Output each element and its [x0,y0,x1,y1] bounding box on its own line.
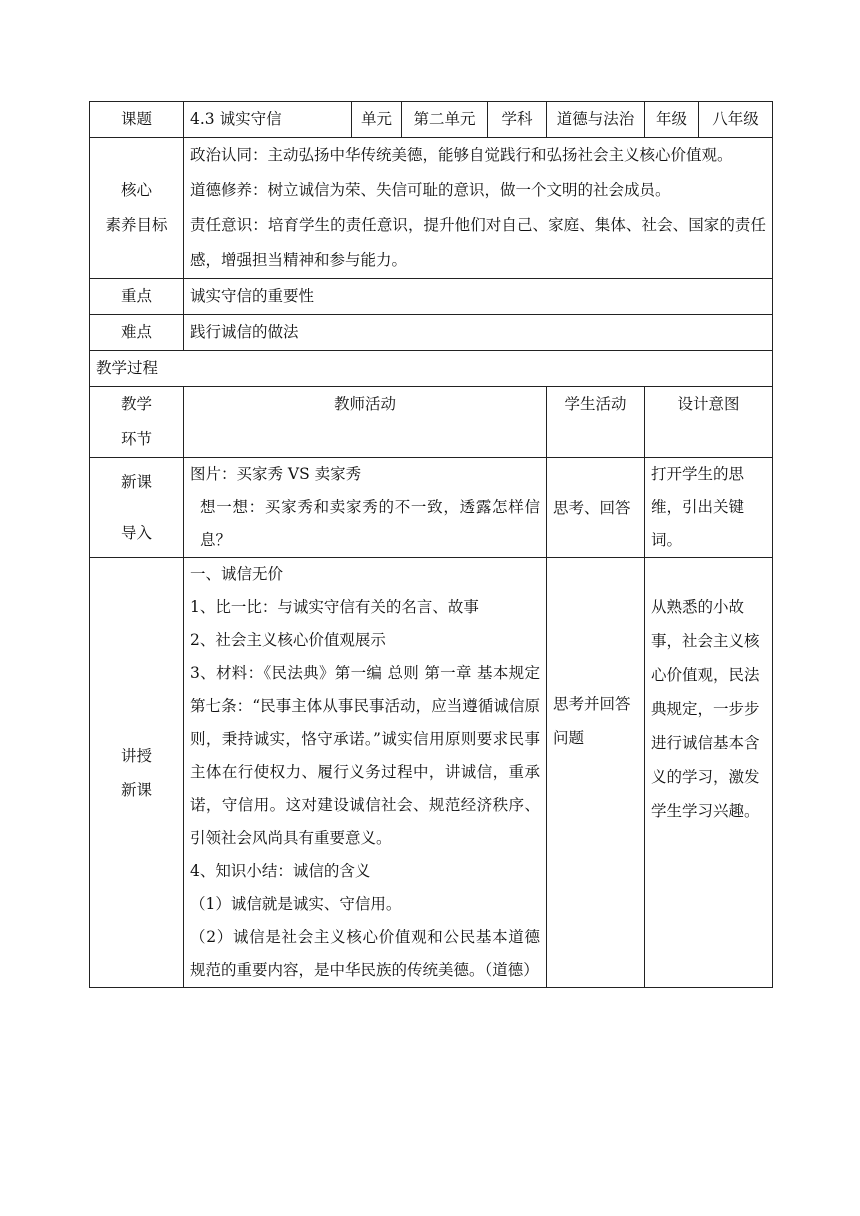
grade-value: 八年级 [699,102,773,138]
teaching-stage-line2: 新课 [120,780,152,799]
difficulty-label: 难点 [90,315,184,351]
intro-stage-line1: 新课 [120,472,152,491]
process-title: 教学过程 [90,351,773,387]
teaching-item-6: （1）诚信就是诚实、守信用。 [190,895,402,913]
col-stage-line2: 环节 [120,430,152,448]
topic-label: 课题 [90,102,184,138]
intro-student: 思考、回答 [547,458,645,558]
difficulty-text: 践行诚信的做法 [184,315,773,351]
intro-stage-line2: 导入 [120,523,152,542]
core-goals-label-line2: 素养目标 [105,216,168,234]
teaching-item-4: 3、材料：《民法典》第一编 总则 第一章 基本规定第七条：“民事主体从事民事活动，应当遵循诚信原则，秉持诚实，恪守承诺。”诚实信用原则要求民事主体在行使权力、履行义务过程中，讲诚信，重承诺，守信用。这对建设诚信社会、规范经济秩序、引领社会风尚具有重要意义。 [190,664,540,847]
unit-value: 第二单元 [402,102,488,138]
col-design-header: 设计意图 [645,387,773,458]
col-student-header: 学生活动 [547,387,645,458]
intro-design: 打开学生的思维，引出关键词。 [645,458,773,558]
column-header-row [90,387,773,458]
col-teacher-header: 教师活动 [184,387,547,458]
difficulty-row [90,315,773,351]
teaching-item-7: （2）诚信是社会主义核心价值观和公民基本道德规范的重要内容，是中华民族的传统美德。（道德） [190,928,540,979]
intro-teacher-line1: 图片：买家秀 VS 卖家秀 [190,465,362,483]
teaching-item-1: 一、诚信无价 [190,565,284,583]
teaching-teacher [184,558,547,988]
subject-value: 道德与法治 [547,102,645,138]
teaching-item-5: 4、知识小结：诚信的含义 [190,862,371,880]
teaching-item-3: 2、社会主义核心价值观展示 [190,631,386,649]
key-point-row [90,279,773,315]
goal-political: 政治认同：主动弘扬中华传统美德，能够自觉践行和弘扬社会主义核心价值观。 [190,146,733,164]
intro-stage [90,458,184,558]
teaching-student: 思考并回答问题 [547,558,645,988]
topic-value: 4.3 诚实守信 [184,102,352,138]
key-point-label: 重点 [90,279,184,315]
core-goals-label-line1: 核心 [120,181,152,199]
intro-row [90,458,773,558]
unit-label: 单元 [352,102,402,138]
intro-teacher [184,458,547,558]
process-title-row [90,351,773,387]
goal-moral: 道德修养：树立诚信为荣、失信可耻的意识，做一个文明的社会成员。 [190,181,671,199]
intro-teacher-line2: 想一想：买家秀和卖家秀的不一致，透露怎样信息？ [200,498,540,549]
teaching-stage-line1: 讲授 [120,746,152,765]
col-stage-line1: 教学 [120,395,152,413]
col-stage-header [90,387,184,458]
lesson-plan-table [89,101,773,988]
subject-label: 学科 [488,102,547,138]
teaching-design: 从熟悉的小故事，社会主义核心价值观，民法典规定，一步步进行诚信基本含义的学习，激发学生学习兴趣。 [645,558,773,988]
teaching-stage [90,558,184,988]
grade-label: 年级 [645,102,699,138]
key-point-text: 诚实守信的重要性 [184,279,773,315]
core-goals-row [90,138,773,279]
core-goals-label [90,138,184,279]
core-goals-content [184,138,773,279]
teaching-item-2: 1、比一比：与诚实守信有关的名言、故事 [190,598,479,616]
header-row [90,102,773,138]
teaching-row [90,558,773,988]
goal-responsibility: 责任意识：培育学生的责任意识，提升他们对自己、家庭、集体、社会、国家的责任感，增强担当精神和参与能力。 [190,216,766,269]
